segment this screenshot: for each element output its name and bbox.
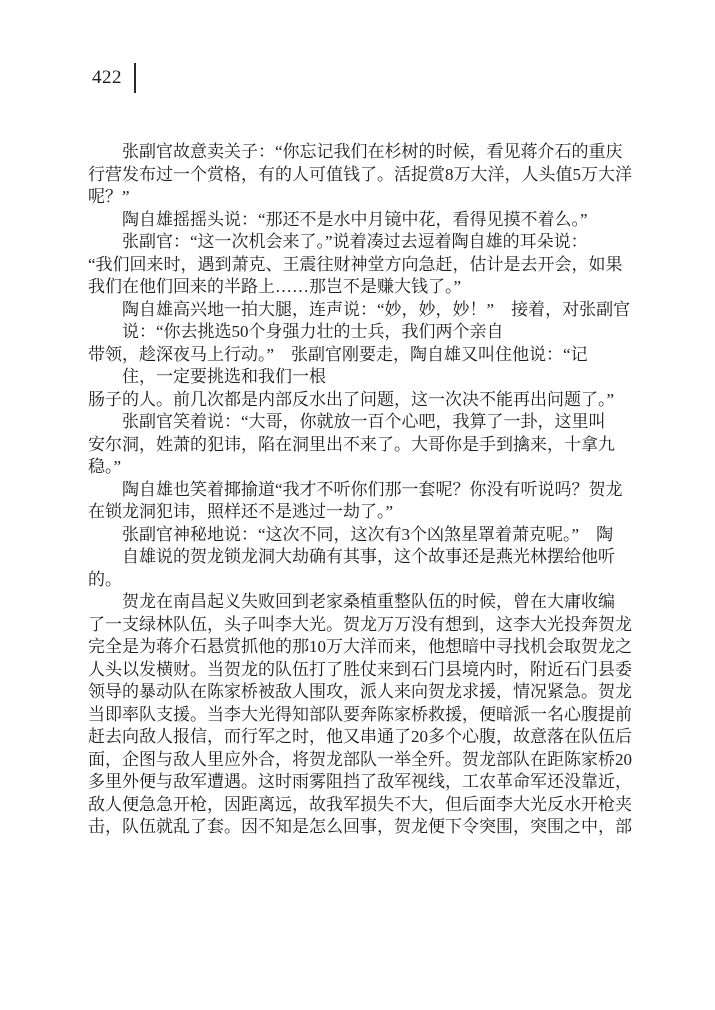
text-line: 陶自雄高兴地一拍大腿，连声说：“妙，妙，妙！” 接着，对张副官 xyxy=(122,299,631,319)
text-line: 张副官：“这一次机会来了。”说着凑过去逗着陶自雄的耳朵说： xyxy=(122,232,588,251)
text-line: 张副官神秘地说：“这次不同，这次有3个凶煞星罩着萧克呢。” 陶 xyxy=(122,524,614,544)
text-line: 陶自雄摇摇头说：“那还不是水中月镜中花，看得见摸不着么。” xyxy=(122,209,588,229)
text-line: 说：“你去挑选50个身强力壮的士兵，我们两个亲自 xyxy=(122,322,504,341)
text-line: 敌人便急急开枪，因距离远，故我军损失不大，但后面李大光反水开枪夹 xyxy=(88,794,632,814)
text-line: 陶自雄也笑着揶揄道“我才不听你们那一套呢？你没有听说吗？贺龙 xyxy=(122,479,623,499)
text-line: 了一支绿林队伍，头子叫李大光。贺龙万万没有想到，这李大光投奔贺龙 xyxy=(88,614,632,634)
text-line: 安尔洞，姓萧的犯讳，陷在洞里出不来了。大哥你是手到擒来，十拿九 xyxy=(88,434,615,454)
text-line: 的。 xyxy=(88,569,122,589)
text-line: 张副官笑着说：“大哥，你就放一百个心吧，我算了一卦，这里叫 xyxy=(122,412,606,431)
text-line: 行营发布过一个赏格，有的人可值钱了。活捉赏8万大洋，人头值5万大洋 xyxy=(88,164,632,184)
text-line: 在锁龙洞犯讳，照样还不是逃过一劫了。” xyxy=(88,502,394,521)
text-line: 稳。” xyxy=(88,457,122,476)
text-line: 面，企图与敌人里应外合，将贺龙部队一举全歼。贺龙部队在距陈家桥20 xyxy=(88,749,632,769)
page-number: 422 xyxy=(92,67,122,88)
text-line: 贺龙在南昌起义失败回到老家桑植重整队伍的时候，曾在大庸收编 xyxy=(122,592,615,611)
text-line: 领导的暴动队在陈家桥被敌人围攻，派人来向贺龙求援，情况紧急。贺龙 xyxy=(88,682,632,701)
text-line: 多里外便与敌军遭遇。这时雨雾阻挡了敌军视线，工农革命军还没靠近， xyxy=(88,772,632,791)
text-line: 击，队伍就乱了套。因不知是怎么回事，贺龙便下令突围，突围之中，部 xyxy=(88,817,632,836)
text-line: 自雄说的贺龙锁龙洞大劫确有其事，这个故事还是燕光林摆给他听 xyxy=(122,547,615,566)
text-line: 完全是为蒋介石悬赏抓他的那10万大洋而来，他想暗中寻找机会取贺龙之 xyxy=(88,637,632,656)
page-number-divider xyxy=(134,63,136,93)
text-line: 人头以发横财。当贺龙的队伍打了胜仗来到石门县境内时，附近石门县委 xyxy=(88,659,632,679)
text-line: 呢？” xyxy=(88,187,130,206)
body-text xyxy=(88,141,648,839)
text-line: 肠子的人。前几次都是内部反水出了问题，这一次决不能再出问题了。” xyxy=(88,389,615,409)
text-line: 张副官故意卖关子：“你忘记我们在杉树的时候，看见蒋介石的重庆 xyxy=(122,142,623,161)
page-header xyxy=(92,62,136,94)
text-line: 住，一定要挑选和我们一根 xyxy=(122,367,326,386)
text-line: 当即率队支援。当李大光得知部队要奔陈家桥救援，便暗派一名心腹提前 xyxy=(88,704,632,724)
text-line: 赶去向敌人报信，而行军之时，他又串通了20多个心腹，故意落在队伍后 xyxy=(88,727,632,746)
text-line: 我们在他们回来的半路上……那岂不是赚大钱了。” xyxy=(88,277,462,296)
text-line: 带领，趁深夜马上行动。” 张副官刚要走，陶自雄又叫住他说：“记 xyxy=(88,344,588,364)
text-line: “我们回来时，遇到萧克、王震往财神堂方向急赶，估计是去开会，如果 xyxy=(88,254,623,274)
